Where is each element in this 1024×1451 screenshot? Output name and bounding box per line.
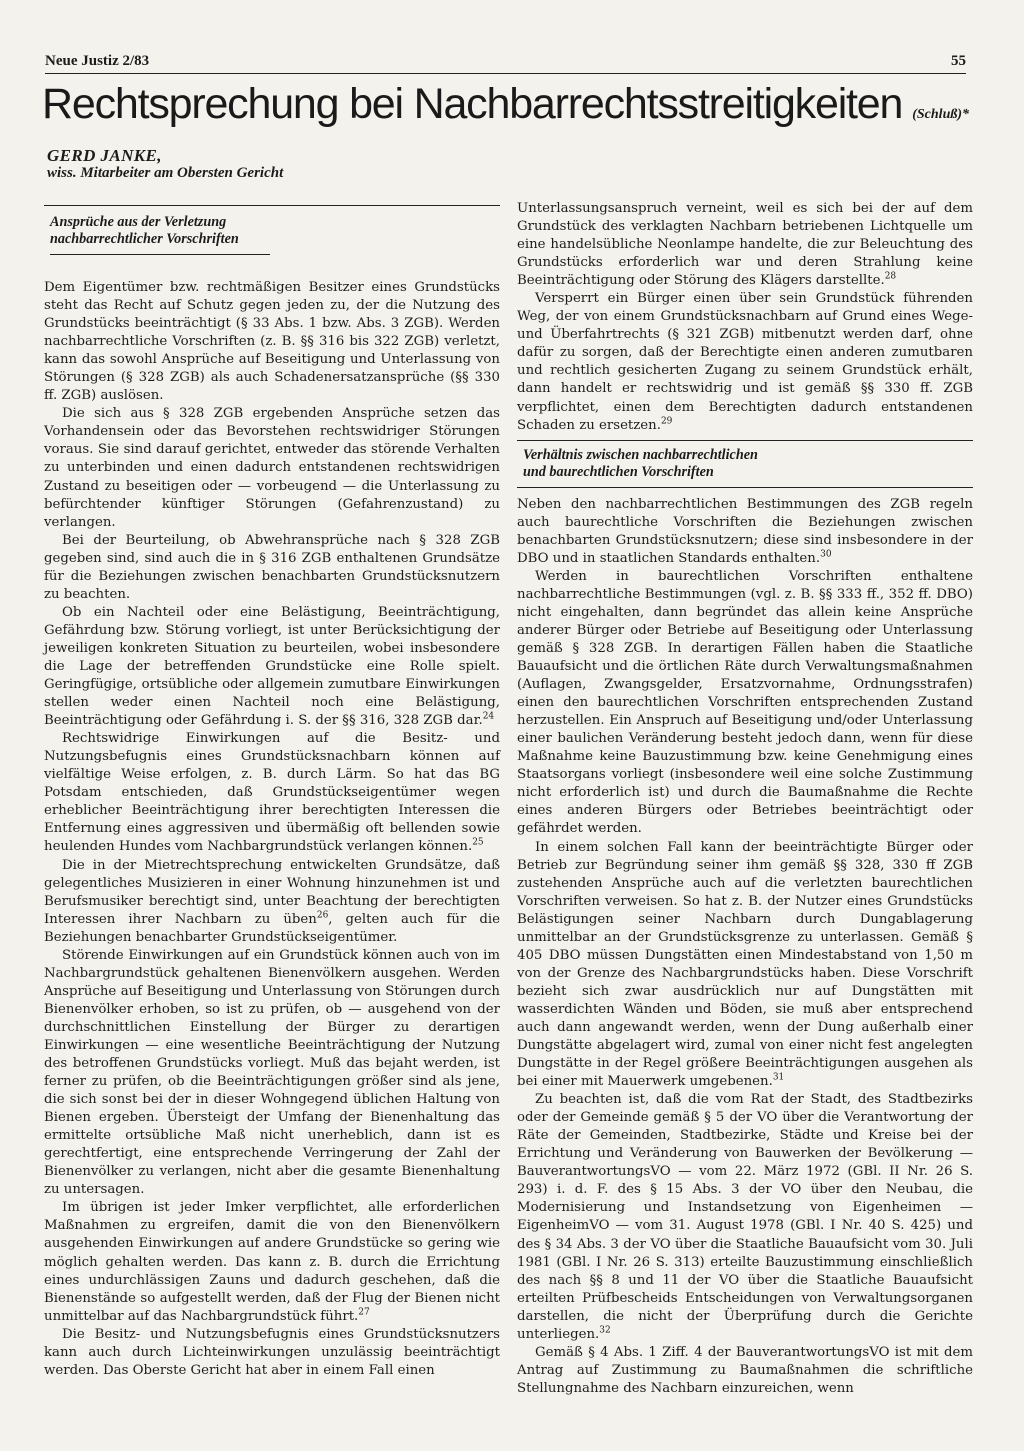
section-heading-line: Verhältnis zwischen nachbarrechtlichen: [523, 446, 758, 463]
journal-issue: Neue Justiz 2/83: [45, 53, 150, 69]
paragraph: Werden in baurechtlichen Vorschriften enthaltene nachbarrechtliche Bestimmungen (vgl. z. B. §§ 333 ff., 352 ff. DBO) nicht eingehalten, dann begründet das allein keine Ansprüche anderer Bürger oder Betriebe auf Beseitigung oder Unterlassung gemäß § 328 ZGB. In derartigen Fällen haben die Staatliche Bauaufsicht und die örtlichen Räte durch Verwaltungsmaßnahmen (Auflagen, Zwangsgelder, Ersatzvornahme, Ordnungsstrafen) einen den baurechtlichen Vorschriften entsprechenden Zustand herzustellen. Ein Anspruch auf Beseitigung und/oder Unterlassung einer baulichen Veränderung besteht jedoch dann, wenn für diese Maßnahme keine Bauzustimmung bzw. keine Genehmigung eines Staatsorgans vorliegt (insbesondere weil eine solche Zustimmung nicht erforderlich ist) und durch die Baumaßnahme die Rechte eines anderen Bürgers oder Betriebes beeinträchtigt oder gefährdet werden.: [517, 568, 973, 837]
footnote-marker: 26: [316, 910, 329, 921]
footnote-marker: 29: [660, 416, 673, 427]
paragraph: Störende Einwirkungen auf ein Grundstück können auch von im Nachbargrundstück gehaltenen Bienenvölkern ausgehen. Werden Ansprüche auf Beseitigung und Unterlassung von Störungen durch Bienenvölker erhoben, so ist zu prüfen, ob — ausgehend von der durchschnittlichen Einstellung der Bürger zu derartigen Einwirkungen — eine wesentliche Beeinträchtigung der Nutzung des betroffenen Grundstücks vorliegt. Muß das bejaht werden, ist ferner zu prüfen, ob die Beeinträchtigungen größer sind als jene, die sich sonst bei der in dieser Wohngegend üblichen Haltung von Bienen ergeben. Übersteigt der Umfang der Bienenhaltung das ermittelte ortsübliche Maß nicht unerheblich, dann ist es gerechtfertigt, eine entsprechende Verringerung der Zahl der Bienenvölker zu verlangen, nicht aber die gesamte Bienenhaltung zu untersagen.: [44, 947, 500, 1198]
paragraph: Rechtswidrige Einwirkungen auf die Besitz- und Nutzungsbefugnis eines Grundstücksnachbarn können auf vielfältige Weise erfolgen, z. B. durch Lärm. So hat das BG Potsdam entschieden, daß Grundstückseigentümer wegen erheblicher Beeinträchtigung ihrer berechtigten Interessen die Entfernung eines aggressiven und übermäßig oft bellenden sowie heulenden Hundes vom Nachbargrundstück verlangen können.$^{25}$: [44, 731, 500, 855]
paragraph: In einem solchen Fall kann der beeinträchtigte Bürger oder Betrieb zur Begründung seiner ihm gemäß §§ 328, 330 ff ZGB zustehenden Ansprüche auch auf die verletzten baurechtlichen Vorschriften verweisen. So hat z. B. der Nutzer eines Grundstücks Belästigungen seiner Nachbarn durch Dungablagerung unmittelbar an der Grundstücksgrenze zu unterlassen. Gemäß § 405 DBO müssen Dungstätten einen Mindestabstand von 1,50 m von der Grenze des Nachbargrundstücks haben. Diese Vorschrift bezieht sich zwar ausdrücklich nur auf Dungstätten mit wasserdichten Wänden und Böden, sie muß aber entsprechend auch dann angewandt werden, wenn der Dung außerhalb einer Dungstätte abgelagert wird, zumal von einer nicht fest angelegten Dungstätte in der Regel größere Beeinträchtigungen ausgehen als bei einer mit Mauerwerk umgebenen.$^{31}$: [517, 839, 973, 1090]
paragraph: Im übrigen ist jeder Imker verpflichtet, alle erforderlichen Maßnahmen zu ergreifen, damit die von den Bienenvölkern ausgehenden Einwirkungen auf andere Grundstücke so gering wie möglich gehalten werden. Das kann z. B. durch die Errichtung eines undurchlässigen Zauns und dadurch geschehen, daß die Bienenstände so aufgestellt werden, daß der Flug der Bienen nicht unmittelbar auf das Nachbargrundstück führt.$^{27}$: [44, 1200, 500, 1324]
footnote-marker: 28: [884, 271, 897, 282]
footnote-marker: 25: [472, 838, 484, 849]
section-heading-claims: [44, 205, 500, 255]
paragraph: Versperrt ein Bürger einen über sein Grundstück führenden Weg, der von einem Grundstücksnachbarn auf Grund eines Wege- und Überfahrtrechts (§ 321 ZGB) mitbenutzt werden darf, ohne dafür zu sorgen, daß der Berechtigte einen anderen zumutbaren und rechtlich gesicherten Zugang zu seinem Grundstück erhält, dann handelt er rechtswidrig und ist gemäß §§ 330 ff. ZGB verpflichtet, einen dem Berechtigten dadurch entstandenen Schaden zu ersetzen.$^{29}$: [517, 291, 973, 433]
section-heading-line: und baurechtlichen Vorschriften: [523, 463, 714, 480]
paragraph: Die Besitz- und Nutzungsbefugnis eines Grundstücksnutzers kann auch durch Lichteinwirkungen unzulässig beeinträchtigt werden. Das Oberste Gericht hat aber in einem Fall einen: [44, 1326, 500, 1378]
footnote-marker: 31: [772, 1072, 785, 1083]
paragraph: Ob ein Nachteil oder eine Belästigung, Beeinträchtigung, Gefährdung bzw. Störung vorliegt, ist unter Berücksichtigung der jeweiligen konkreten Situation zu beurteilen, wobei insbesondere die Lage der betreffenden Grundstücke eine Rolle spielt. Geringfügige, ortsübliche oder allgemein zumutbare Einwirkungen stellen weder einen Nachteil noch eine Belästigung, Beeinträchtigung oder Gefährdung i. S. der §§ 316, 328 ZGB dar.$^{24}$: [44, 604, 500, 729]
footnote-marker: 27: [358, 1307, 370, 1318]
author-affiliation: wiss. Mitarbeiter am Obersten Gericht: [47, 165, 284, 181]
section-heading-rule: [50, 254, 270, 255]
paragraph: Die sich aus § 328 ZGB ergebenden Ansprüche setzen das Vorhandensein oder das Bevorstehen rechtswidriger Störungen voraus. Sie sind darauf gerichtet, entweder das störende Verhalten zu unterbinden und einen dadurch entstandenen rechtswidrigen Zustand zu beseitigen oder — vorbeugend — die Unterlassung zu befürchtender künftiger Störungen (Gefahrenzustand) zu verlangen.: [44, 406, 500, 530]
paragraph: Bei der Beurteilung, ob Abwehransprüche nach § 328 ZGB gegeben sind, sind auch die in § 316 ZGB enthaltenen Grundsätze für die Beziehungen zwischen benachbarten Grundstücksnutzern zu beachten.: [44, 532, 500, 602]
paragraph: Gemäß § 4 Abs. 1 Ziff. 4 der BauverantwortungsVO ist mit dem Antrag auf Zustimmung zu Baumaßnahmen die schriftliche Stellungnahme des Nachbarn einzureichen, wenn: [517, 1344, 973, 1396]
paragraph: Die in der Mietrechtsprechung entwickelten Grundsätze, daß gelegentliches Musizieren in einer Wohnung hinzunehmen ist und Berufsmusiker berechtigt sind, unter Beachtung der berechtigten Interessen ihrer Nachbarn zu üben$^{26}$, gelten auch für die Beziehungen benachbarter Grundstückseigentümer.: [44, 857, 500, 945]
section-heading-line: Ansprüche aus der Verletzung: [50, 214, 227, 230]
paragraph: Dem Eigentümer bzw. rechtmäßigen Besitzer eines Grundstücks steht das Recht auf Schutz gegen jeden zu, der die Nutzung des Grundstücks beeinträchtigt (§ 33 Abs. 1 bzw. Abs. 3 ZGB). Werden nachbarrechtliche Vorschriften (z. B. §§ 316 bis 322 ZGB) verletzt, kann das sowohl Ansprüche auf Beseitigung und Unterlassung von Störungen (§ 328 ZGB) als auch Schadenersatzansprüche (§§ 330 ff. ZGB) auslösen.: [44, 280, 500, 404]
left-column: [44, 200, 500, 1380]
section-heading-line: nachbarrechtlicher Vorschriften: [50, 231, 239, 247]
footnote-marker: 24: [482, 711, 495, 722]
page-number: 55: [951, 53, 966, 69]
footnote-marker: 30: [820, 549, 832, 560]
paragraph: Unterlassungsanspruch verneint, weil es sich bei der auf dem Grundstück des verklagten Nachbarn betriebenen Lichtquelle um eine handelsübliche Neonlampe handelte, die zur Beleuchtung des Grundstücks erforderlich war und deren Strahlung keine Beeinträchtigung oder Störung des Klägers darstellte.$^{28}$: [517, 201, 973, 289]
paragraph: Neben den nachbarrechtlichen Bestimmungen des ZGB regeln auch baurechtliche Vorschriften die Beziehungen zwischen benachbarten Grundstücksnutzern; diese sind insbesondere in der DBO und in staatlichen Standards enthalten.$^{30}$: [517, 496, 973, 566]
article-title-row: [42, 80, 982, 142]
right-column: [517, 200, 973, 1398]
paragraph: Zu beachten ist, daß die vom Rat der Stadt, des Stadtbezirks oder der Gemeinde gemäß § 5 der VO über die Verantwortung der Räte der Gemeinden, Stadtbezirke, Städte und Kreise bei der Errichtung und Veränderung von Bauwerken der Bevölkerung — BauverantwortungsVO — vom 22. März 1972 (GBl. II Nr. 26 S. 293) i. d. F. des § 15 Abs. 3 der VO über den Neubau, die Modernisierung und Instandsetzung von Eigenheimen — EigenheimVO — vom 31. August 1978 (GBl. I Nr. 40 S. 425) und des § 34 Abs. 3 der VO über die Staatliche Bauaufsicht vom 30. Juli 1981 (GBl. I Nr. 26 S. 313) erteilte Bauzustimmung einschließlich des nach §§ 8 und 11 der VO über die Staatliche Bauaufsicht erteilten Prüfbescheids Entscheidungen von Verwaltungsorganen darstellen, die nicht der Überprüfung durch die Gerichte unterliegen.$^{32}$: [517, 1092, 973, 1342]
article-title: Rechtsprechung bei Nachbarrechtsstreitigkeiten: [42, 80, 903, 128]
author-name: GERD JANKE,: [47, 146, 162, 165]
section-heading-relation: [517, 440, 973, 488]
article-title-suffix: (Schluß)*: [912, 107, 970, 122]
running-head: [45, 50, 966, 74]
footnote-marker: 32: [599, 1325, 611, 1336]
header-rule: [45, 73, 966, 74]
